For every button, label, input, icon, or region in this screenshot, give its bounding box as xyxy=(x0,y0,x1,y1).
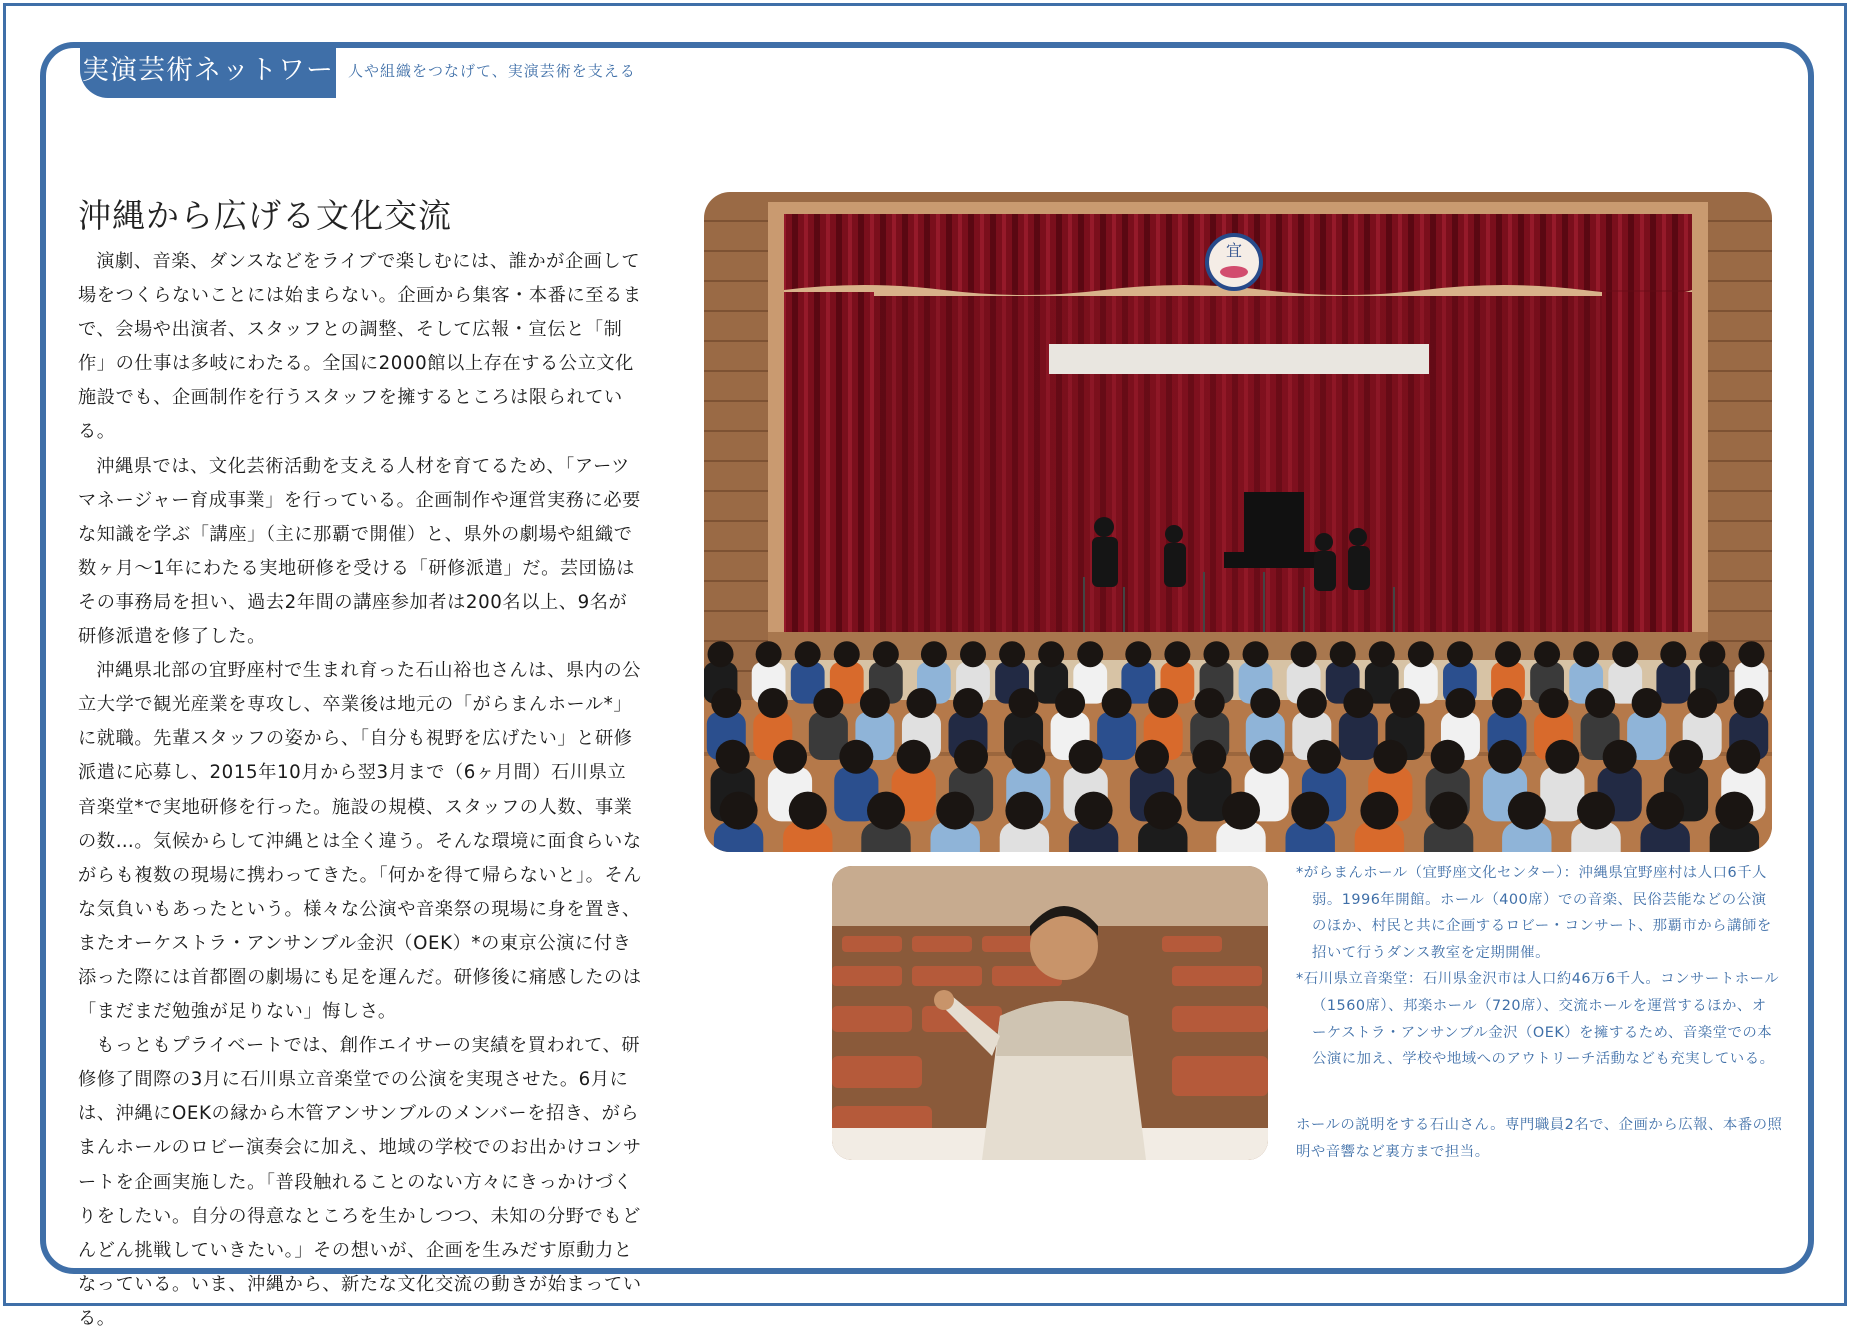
emblem-text: 宜 xyxy=(1225,241,1243,260)
footnote: *石川県立音楽堂：石川県金沢市は人口約46万6千人。コンサートホール（1560席）、邦楽ホール（720席）、交流ホールを運営するほか、オーケストラ・アンサンブル金沢（OEK）を擁するため、音楽堂での本公演に加え、学校や地域へのアウトリーチ活動なども充実している。 xyxy=(1296,971,1780,1068)
photo-caption: ホールの説明をする石山さん。専門職員2名で、企画から広報、本番の照明や音響など裏方まで担当。 xyxy=(1296,1117,1783,1160)
article-title: 沖縄から広げる文化交流 xyxy=(78,196,452,235)
article-body xyxy=(78,245,644,1336)
section-tab: 実演芸術ネットワーク xyxy=(80,44,336,98)
paragraph: 演劇、音楽、ダンスなどをライブで楽しむには、誰かが企画して場をつくらないことには始まらない。企画から集客・本番に至るまで、会場や出演者、スタッフとの調整、そして広報・宣伝と「制作」の仕事は多岐にわたる。全国に2000館以上存在する公立文化施設でも、企画制作を行うスタッフを擁するところは限られている。 xyxy=(78,251,642,443)
paragraph: 沖縄県北部の宜野座村で生まれ育った石山裕也さんは、県内の公立大学で観光産業を専攻し、卒業後は地元の「がらまんホール*」に就職。先輩スタッフの姿から、「自分も視野を広げたい」と研修派遣に応募し、2015年10月から翌3月まで（6ヶ月間）石川県立音楽堂*で実地研修を行った。施設の規模、スタッフの人数、事業の数…。気候からして沖縄とは全く違う。そんな環境に面食らいながらも複数の現場に携わってきた。「何かを得て帰らないと」。そんな気負いもあったという。様々な公演や音楽祭の現場に身を置き、またオーケストラ・アンサンブル金沢（OEK）*の東京公演に付き添った際には首都圏の劇場にも足を運んだ。研修後に痛感したのは「まだまだ勉強が足りない」悔しさ。 xyxy=(78,660,643,1023)
stage-concert-photo xyxy=(704,192,1772,852)
footnote: *がらまんホール（宜野座文化センター）：沖縄県宜野座村は人口6千人弱。1996年開館。ホール（400席）での音楽、民俗芸能などの公演のほか、村民と共に企画するロビー・コンサート、那覇市から講師を招いて行うダンス教室を定期開催。 xyxy=(1296,865,1772,961)
footnotes xyxy=(1296,860,1780,1073)
hall-speaker-photo xyxy=(832,866,1268,1160)
paragraph: もっともプライベートでは、創作エイサーの実績を買われて、研修修了間際の3月に石川県立音楽堂での公演を実現させた。6月には、沖縄にOEKの縁から木管アンサンブルのメンバーを招き、がらまんホールのロビー演奏会に加え、地域の学校でのお出かけコンサートを企画実施した。「普段触れることのない方々にきっかけづくりをしたい。自分の得意なところを生かしつつ、未知の分野でもどんどん挑戦していきたい。」その想いが、企画を生みだす原動力となっている。いま、沖縄から、新たな文化交流の動きが始まっている。 xyxy=(78,1035,642,1329)
paragraph: 沖縄県では、文化芸術活動を支える人材を育てるため、「アーツマネージャー育成事業」を行っている。企画制作や運営実務に必要な知識を学ぶ「講座」（主に那覇で開催）と、県外の劇場や組織で数ヶ月〜1年にわたる実地研修を受ける「研修派遣」だ。芸団協はその事務局を担い、過去2年間の講座参加者は200名以上、9名が研修派遣を修了した。 xyxy=(78,455,641,648)
section-subtitle: 人や組織をつなげて、実演芸術を支える xyxy=(348,62,636,80)
